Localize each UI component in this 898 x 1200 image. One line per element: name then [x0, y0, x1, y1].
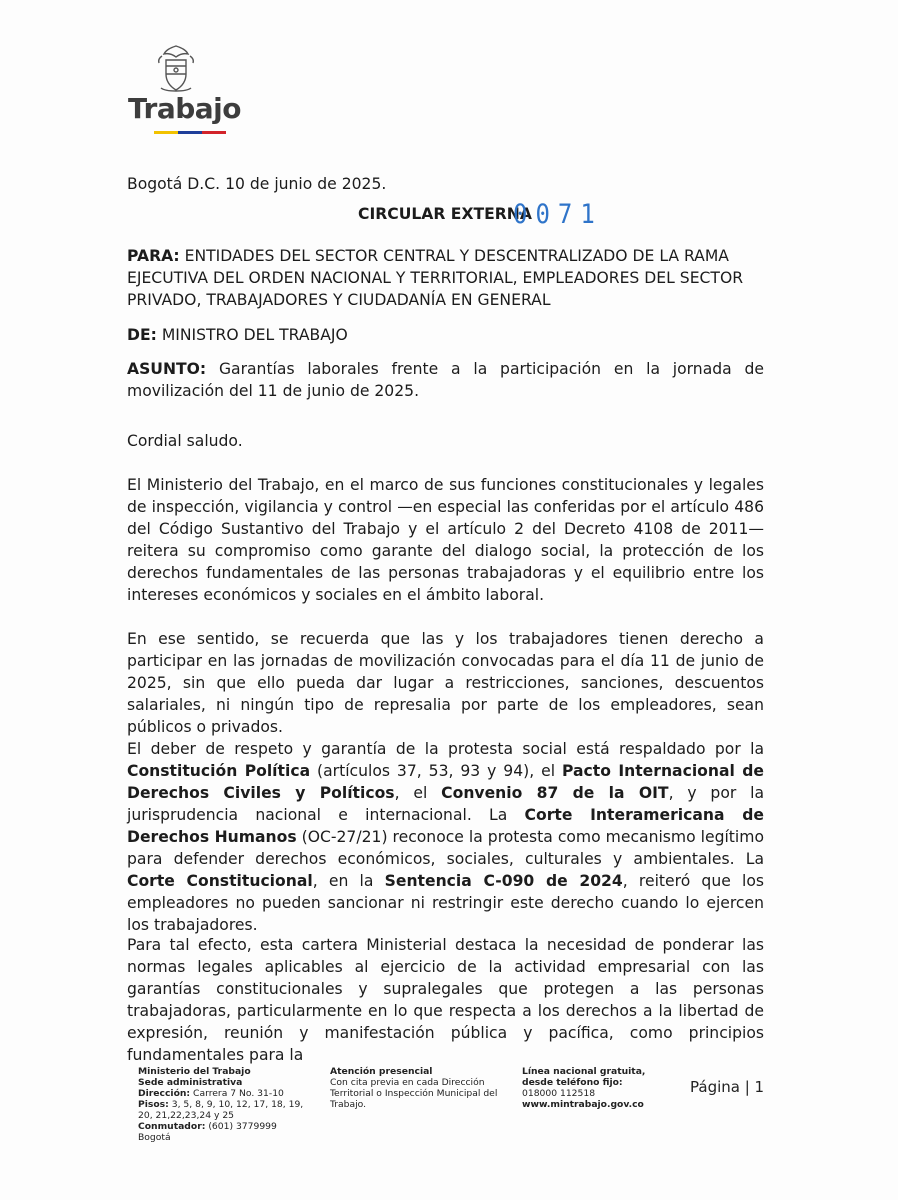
brand-wordmark: Trabajo	[128, 92, 241, 125]
paragraph-3	[127, 738, 764, 936]
asunto-label: ASUNTO:	[127, 360, 207, 378]
footer-attention	[330, 1066, 510, 1110]
p3-text-2: (artículos 37, 53, 93 y 94), el	[310, 762, 562, 780]
recipients-block	[127, 245, 764, 311]
footer-direccion: Dirección: Carrera 7 No. 31-10	[138, 1088, 284, 1099]
subject-block	[127, 358, 764, 402]
paragraph-4: Para tal efecto, esta cartera Ministerial destaca la necesidad de ponderar las normas legales aplicables al ejercicio de la actividad empresarial con las garantías constitucionales y supralegales que protegen a las personas trabajadoras, particularmente en lo que respecta a los derechos a la libertad de expresión, reunión y manifestación pública y pacífica, como principios fundamentales para la	[127, 936, 764, 1064]
footer-phone-title: Línea nacional gratuita, desde teléfono fijo:	[522, 1066, 646, 1088]
footer-website-link[interactable]: www.mintrabajo.gov.co	[522, 1099, 644, 1110]
footer-attention-text: Con cita previa en cada Dirección Territorial o Inspección Municipal del Trabajo.	[330, 1077, 498, 1110]
p3-bold-constitucion: Constitución Política	[127, 762, 311, 780]
coat-of-arms-icon	[156, 44, 196, 96]
de-label: DE:	[127, 326, 157, 344]
p3-text-5: (OC-27/21) reconoce la protesta como mecanismo legítimo para defender derechos económicos, sociales, culturales y ambientales. La	[127, 828, 764, 868]
document-date: Bogotá D.C. 10 de junio de 2025.	[127, 175, 387, 193]
p3-text-4: , y por la jurisprudencia nacional e internacional. La	[127, 784, 764, 824]
p3-bold-convenio: Convenio 87 de la OIT	[441, 784, 669, 802]
p3-text-6: , en la	[312, 872, 385, 890]
p3-bold-sentencia: Sentencia C-090 de 2024	[384, 872, 623, 890]
asunto-text: Garantías laborales frente a la participación en la jornada de movilización del 11 de junio de 2025.	[127, 360, 764, 400]
footer-phone	[522, 1066, 672, 1110]
p3-bold-corte-idh: Corte Interamericana de Derechos Humanos	[127, 806, 764, 846]
footer-attention-title: Atención presencial	[330, 1066, 433, 1077]
p3-bold-corte-constitucional: Corte Constitucional	[127, 872, 313, 890]
para-label: PARA:	[127, 247, 180, 265]
greeting: Cordial saludo.	[127, 432, 243, 450]
para-text: ENTIDADES DEL SECTOR CENTRAL Y DESCENTRALIZADO DE LA RAMA EJECUTIVA DEL ORDEN NACIONAL Y TERRITORIAL, EMPLEADORES DEL SECTOR PRIVADO, TRABAJADORES Y CIUDADANÍA EN GENERAL	[127, 247, 744, 309]
p3-text-3: , el	[394, 784, 442, 802]
paragraph-2: En ese sentido, se recuerda que las y los trabajadores tienen derecho a participar en las jornadas de movilización convocadas para el día 11 de junio de 2025, sin que ello pueda dar lugar a restricciones, sanciones, descuentos salariales, ni ningún tipo de represalia por parte de los empleadores, sean públicos o privados.	[127, 630, 764, 736]
footer-address	[138, 1066, 318, 1143]
footer-ministry: Ministerio del Trabajo	[138, 1066, 251, 1077]
page-number: Página | 1	[690, 1078, 765, 1096]
circular-title: CIRCULAR EXTERNA	[358, 205, 532, 223]
footer-phone-number: 018000 112518	[522, 1088, 596, 1099]
flag-blue	[178, 131, 202, 134]
circular-number-stamp: 0071	[513, 198, 603, 230]
flag-stripe	[154, 131, 226, 134]
footer-sede: Sede administrativa	[138, 1077, 243, 1088]
flag-yellow	[154, 131, 178, 134]
flag-red	[202, 131, 226, 134]
p3-text-1: El deber de respeto y garantía de la protesta social está respaldado por la	[127, 740, 764, 758]
p3-text-7: , reiteró que los empleadores no pueden sancionar ni restringir este derecho cuando lo ejercen los trabajadores.	[127, 872, 764, 934]
paragraph-1: El Ministerio del Trabajo, en el marco de sus funciones constitucionales y legales de inspección, vigilancia y control —en especial las conferidas por el artículo 486 del Código Sustantivo del Trabajo y el artículo 2 del Decreto 4108 de 2011— reitera su compromiso como garante del dialogo social, la protección de los derechos fundamentales de las personas trabajadoras y el equilibrio entre los intereses económicos y sociales en el ámbito laboral.	[127, 476, 764, 604]
footer-city: Bogotá	[138, 1132, 171, 1143]
p3-bold-pacto: Pacto Internacional de Derechos Civiles y Políticos	[127, 762, 764, 802]
de-text: MINISTRO DEL TRABAJO	[161, 326, 348, 344]
footer-pisos: Pisos: 3, 5, 8, 9, 10, 12, 17, 18, 19, 20, 21,22,23,24 y 25	[138, 1099, 304, 1121]
footer-conmutador: Conmutador: (601) 3779999	[138, 1121, 277, 1132]
sender-block	[127, 324, 764, 346]
